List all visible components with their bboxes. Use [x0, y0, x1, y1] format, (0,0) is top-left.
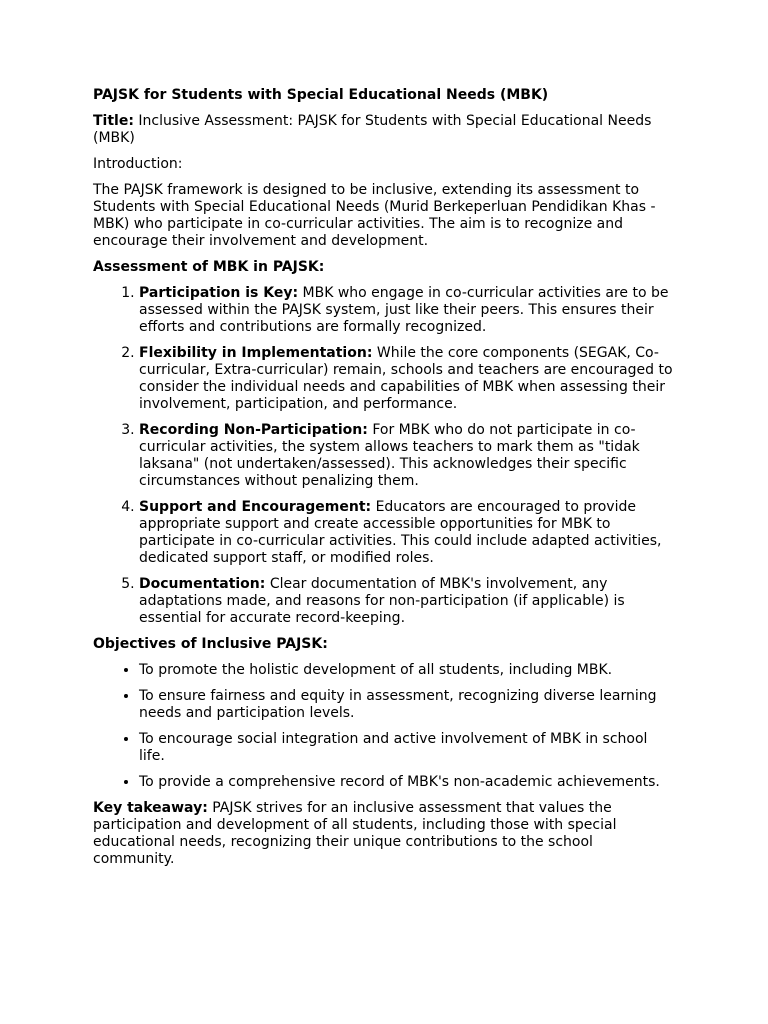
- assessment-item-text: MBK who engage in co-curricular activities are to be assessed within the PAJSK system, just like their peers. This ensures their efforts and contributions are formally recognized.: [139, 285, 669, 335]
- objective-item: • To ensure fairness and equity in assessment, recognizing diverse learning needs and participation levels.: [139, 688, 673, 722]
- assessment-item-label: Recording Non-Participation:: [139, 422, 368, 438]
- assessment-item: [139, 422, 673, 490]
- assessment-heading: Assessment of MBK in PAJSK:: [93, 259, 325, 275]
- assessment-item-label: Participation is Key:: [139, 285, 299, 301]
- assessment-item-label: Documentation:: [139, 576, 266, 592]
- document-title: PAJSK for Students with Special Educational Needs (MBK): [93, 87, 549, 103]
- assessment-item-label: Support and Encouragement:: [139, 499, 372, 515]
- introduction-heading: Introduction:: [93, 156, 183, 172]
- assessment-item-text: For MBK who do not participate in co-curricular activities, the system allows teachers to mark them as "tidak laksana" (not undertaken/assessed). This acknowledges their specific circumstances without penalizing them.: [139, 422, 640, 489]
- assessment-item: [139, 285, 673, 336]
- objectives-heading: Objectives of Inclusive PAJSK:: [93, 636, 328, 652]
- objectives-list: [93, 662, 673, 791]
- title-text: Inclusive Assessment: PAJSK for Students with Special Educational Needs (MBK): [93, 113, 652, 146]
- document-page: [93, 87, 673, 877]
- objective-item: • To promote the holistic development of all students, including MBK.: [139, 662, 673, 679]
- objective-item: • To provide a comprehensive record of MBK's non-academic achievements.: [139, 774, 673, 791]
- assessment-list: [93, 285, 673, 627]
- assessment-item: [139, 499, 673, 567]
- title-label: Title:: [93, 113, 134, 129]
- assessment-item-label: Flexibility in Implementation:: [139, 345, 373, 361]
- assessment-item: [139, 576, 673, 627]
- assessment-item-text: Educators are encouraged to provide appropriate support and create accessible opportunities for MBK to participate in co-curricular activities. This could include adapted activities, dedicated support staff, or modified roles.: [139, 499, 662, 566]
- assessment-item-text: Clear documentation of MBK's involvement, any adaptations made, and reasons for non-participation (if applicable) is essential for accurate record-keeping.: [139, 576, 625, 626]
- objective-item: • To encourage social integration and active involvement of MBK in school life.: [139, 731, 673, 765]
- assessment-item: [139, 345, 673, 413]
- takeaway-label: Key takeaway:: [93, 800, 208, 816]
- key-takeaway: [93, 800, 673, 868]
- takeaway-text: PAJSK strives for an inclusive assessment that values the participation and development of all students, including those with special educational needs, recognizing their unique contributions to the school community.: [93, 800, 617, 867]
- assessment-item-text: While the core components (SEGAK, Co-curricular, Extra-curricular) remain, schools and teachers are encouraged to consider the individual needs and capabilities of MBK when assessing their involvement, participation, and performance.: [139, 345, 673, 412]
- introduction-paragraph: The PAJSK framework is designed to be inclusive, extending its assessment to Students with Special Educational Needs (Murid Berkeperluan Pendidikan Khas - MBK) who participate in co-curricular activities. The aim is to recognize and encourage their involvement and development.: [93, 182, 656, 249]
- title-line: [93, 113, 673, 147]
